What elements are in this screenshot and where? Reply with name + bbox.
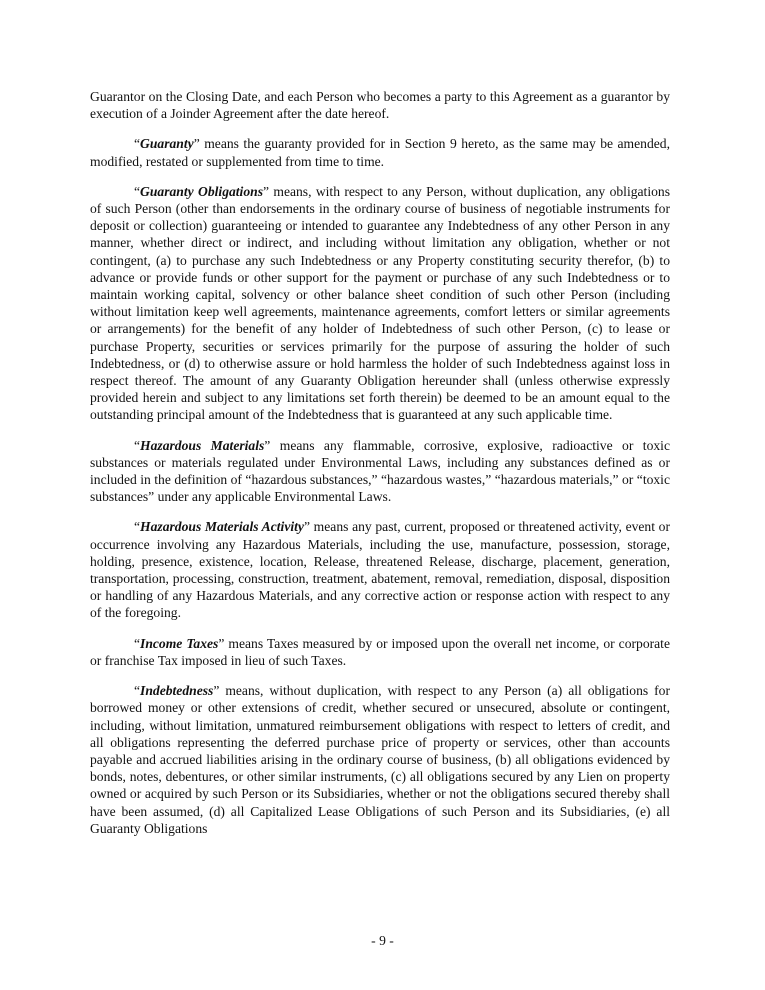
definition-guaranty: “Guaranty” means the guaranty provided for in Section 9 hereto, as the same may be amended, modified, restated or supplemented from time to time.: [90, 136, 670, 169]
defined-term: Guaranty Obligations: [140, 183, 263, 199]
definition-text: means any past, current, proposed or threatened activity, event or occurrence involving any Hazardous Materials, including the use, manufacture, possession, storage, holding, presence, existence, location, Release, threatened Release, discharge, placement, generation, transportation, processing, construction, treatment, abatement, removal, remediation, disposal, disposition or handling of any Hazardous Materials, and any corrective action or response action with respect to any of the foregoing.: [90, 519, 670, 621]
paragraph-text: Guarantor on the Closing Date, and each Person who becomes a party to this Agreement as a guarantor by execution of a Joinder Agreement after the date hereof.: [90, 89, 670, 122]
definition-text: means the guaranty provided for in Section 9 hereto, as the same may be amended, modified, restated or supplemented from time to time.: [90, 136, 670, 169]
page-number: - 9 -: [371, 933, 394, 948]
defined-term: Guaranty: [140, 136, 194, 152]
definition-text: means Taxes measured by or imposed upon the overall net income, or corporate or franchise Tax imposed in lieu of such Taxes.: [90, 635, 670, 668]
definition-text: means, with respect to any Person, without duplication, any obligations of such Person (other than endorsements in the ordinary course of business of negotiable instruments for deposit or collection) guaranteeing or intended to guarantee any Indebtedness of any other Person in any manner, whether direct or indirect, and including without limitation any obligation, whether or not contingent, (a) to purchase any such Indebtedness or any Property constituting security therefor, (b) to advance or provide funds or other support for the payment or purchase of any such Indebtedness or to maintain working capital, solvency or other balance sheet condition of such other Person (including without limitation keep well agreements, maintenance agreements, comfort letters or similar agreements or arrangements) for the benefit of any holder of Indebtedness of such other Person, (c) to lease or purchase Property, securities or services primarily for the purpose of assuring the holder of such Indebtedness, or (d) to otherwise assure or hold harmless the holder of such Indebtedness against loss in respect thereof. The amount of any Guaranty Obligation hereunder shall (unless otherwise expressly provided herein and subject to any limitations set forth therein) be deemed to be an amount equal to the outstanding principal amount of the Indebtedness that is guaranteed at any such applicable time.: [90, 183, 670, 423]
defined-term: Hazardous Materials: [140, 437, 265, 453]
definition-income-taxes: “Income Taxes” means Taxes measured by or imposed upon the overall net income, or corporate or franchise Tax imposed in lieu of such Taxes.: [90, 635, 670, 668]
definition-hazardous-materials-activity: “Hazardous Materials Activity” means any past, current, proposed or threatened activity, event or occurrence involving any Hazardous Materials, including the use, manufacture, possession, storage, holding, presence, existence, location, Release, threatened Release, discharge, placement, generation, transportation, processing, construction, treatment, abatement, removal, remediation, disposal, disposition or handling of any Hazardous Materials, and any corrective action or response action with respect to any of the foregoing.: [90, 519, 670, 621]
defined-term: Hazardous Materials Activity: [140, 519, 304, 535]
document-page: [90, 88, 670, 850]
definition-hazardous-materials: “Hazardous Materials” means any flammable, corrosive, explosive, radioactive or toxic substances or materials regulated under Environmental Laws, including any substances defined as or included in the definition of “hazardous substances,” “hazardous wastes,” “hazardous materials,” or “toxic substances” under any applicable Environmental Laws.: [90, 437, 670, 505]
definition-indebtedness: “Indebtedness” means, without duplication, with respect to any Person (a) all obligations for borrowed money or other extensions of credit, whether secured or unsecured, absolute or contingent, including, without limitation, unmatured reimbursement obligations with respect to letters of credit, and all obligations representing the deferred purchase price of property or services, other than accounts payable and accrued liabilities arising in the ordinary course of business, (b) all obligations evidenced by bonds, notes, debentures, or other similar instruments, (c) all obligations secured by any Lien on property owned or acquired by such Person or its Subsidiaries, whether or not the obligations secured thereby shall have been assumed, (d) all Capitalized Lease Obligations of such Person and its Subsidiaries, (e) all Guaranty Obligations: [90, 683, 670, 836]
paragraph-continuation: [90, 88, 670, 122]
definition-text: means any flammable, corrosive, explosive, radioactive or toxic substances or materials regulated under Environmental Laws, including any substances defined as or included in the definition of “hazardous substances,” “hazardous wastes,” “hazardous materials,” or “toxic substances” under any applicable Environmental Laws.: [90, 437, 670, 505]
definition-text: means, without duplication, with respect to any Person (a) all obligations for borrowed money or other extensions of credit, whether secured or unsecured, absolute or contingent, including, without limitation, unmatured reimbursement obligations with respect to letters of credit, and all obligations representing the deferred purchase price of property or services, other than accounts payable and accrued liabilities arising in the ordinary course of business, (b) all obligations evidenced by bonds, notes, debentures, or other similar instruments, (c) all obligations secured by any Lien on property owned or acquired by such Person or its Subsidiaries, whether or not the obligations secured thereby shall have been assumed, (d) all Capitalized Lease Obligations of such Person and its Subsidiaries, (e) all Guaranty Obligations: [90, 683, 670, 836]
defined-term: Income Taxes: [140, 635, 219, 651]
defined-term: Indebtedness: [140, 683, 214, 699]
definition-guaranty-obligations: “Guaranty Obligations” means, with respect to any Person, without duplication, any obligations of such Person (other than endorsements in the ordinary course of business of negotiable instruments for deposit or collection) guaranteeing or intended to guarantee any Indebtedness of any other Person in any manner, whether direct or indirect, and including without limitation any obligation, whether or not contingent, (a) to purchase any such Indebtedness or any Property constituting security therefor, (b) to advance or provide funds or other support for the payment or purchase of any such Indebtedness or to maintain working capital, solvency or other balance sheet condition of such other Person (including without limitation keep well agreements, maintenance agreements, comfort letters or similar agreements or arrangements) for the benefit of any holder of Indebtedness of such other Person, (c) to lease or purchase Property, securities or services primarily for the purpose of assuring the holder of such Indebtedness, or (d) to otherwise assure or hold harmless the holder of such Indebtedness against loss in respect thereof. The amount of any Guaranty Obligation hereunder shall (unless otherwise expressly provided herein and subject to any limitations set forth therein) be deemed to be an amount equal to the outstanding principal amount of the Indebtedness that is guaranteed at any such applicable time.: [90, 183, 670, 423]
